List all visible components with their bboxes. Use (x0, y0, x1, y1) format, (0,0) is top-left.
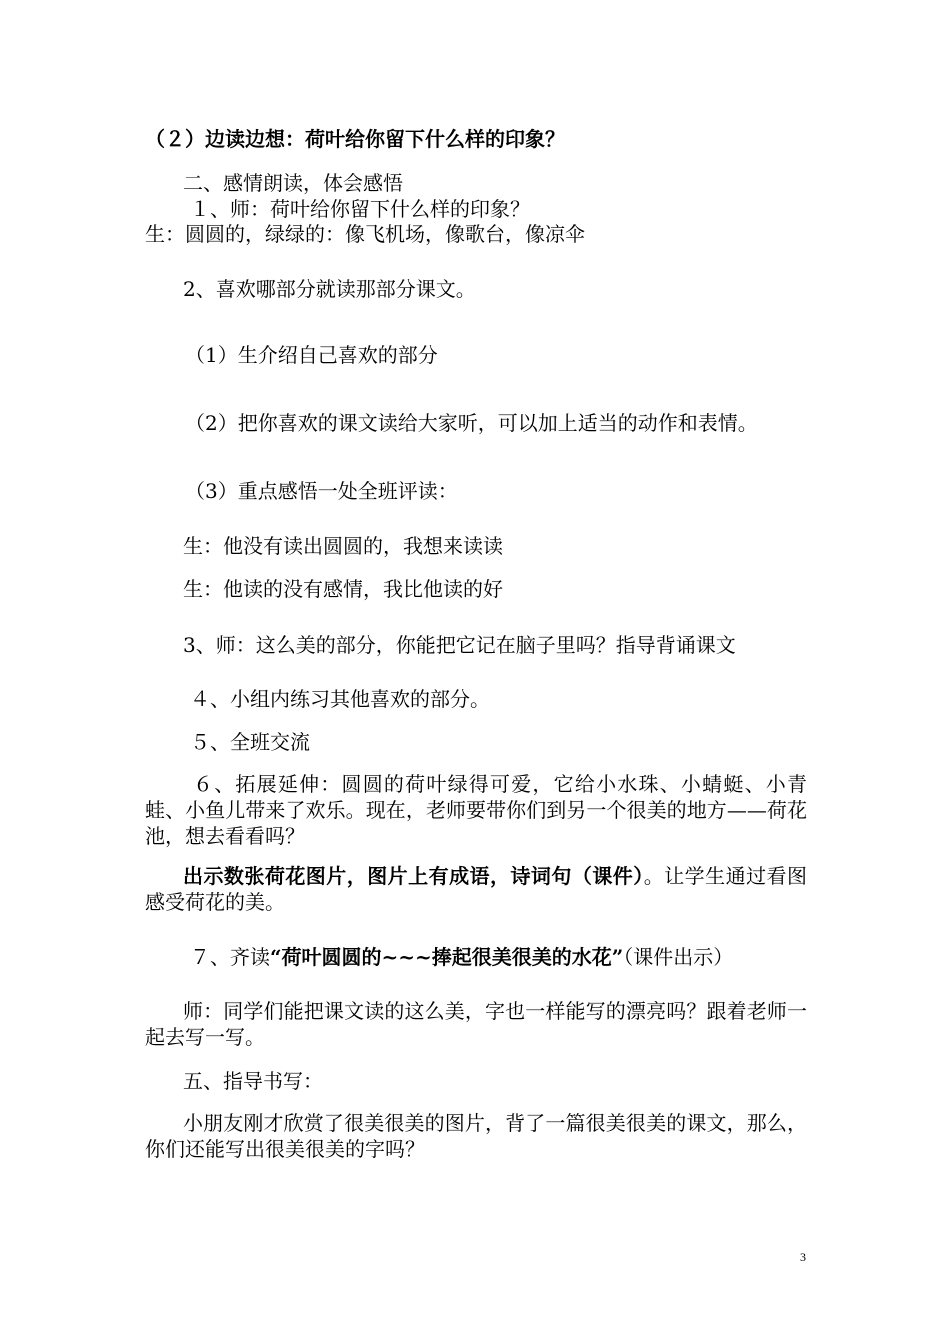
item-1-answer: 生：圆圆的，绿绿的：像飞机场，像歌台，像凉伞 (145, 222, 585, 246)
item-7-prefix: ７、齐读 (190, 945, 270, 969)
page-number: 3 (800, 1250, 806, 1264)
show-pictures-bold: 出示数张荷花图片，图片上有成语，诗词句（课件） (183, 864, 644, 888)
item-7-suffix: （课件出示） (623, 945, 734, 969)
show-pictures-rest: 。让学生通过看图感受荷花的美。 (145, 864, 808, 914)
section-2-title: 二、感情朗读，体会感悟 (183, 171, 403, 195)
item-6-paragraph: ６、拓展延伸：圆圆的荷叶绿得可爱，它给小水珠、小蜻蜓、小青蛙、小鱼儿带来了欢乐。现在，老师要带你们到另一个很美的地方——荷花池，想去看看吗？ (145, 772, 807, 848)
item-1: １、师：荷叶给你留下什么样的印象？ (190, 197, 530, 221)
item-2: 2、喜欢哪部分就读那部分课文。 (183, 277, 476, 301)
item-5: ５、全班交流 (190, 730, 310, 754)
sub-heading-2: （２）边读边想：荷叶给你留下什么样的印象？ (145, 127, 565, 151)
show-pictures-paragraph (145, 863, 807, 915)
item-2-sub-2: （2）把你喜欢的课文读给大家听，可以加上适当的动作和表情。 (185, 411, 758, 435)
student-line-1: 生：他没有读出圆圆的，我想来读读 (183, 534, 503, 558)
item-2-sub-3: （3）重点感悟一处全班评读： (185, 479, 458, 503)
closing-paragraph: 小朋友刚才欣赏了很美很美的图片，背了一篇很美很美的课文，那么，你们还能写出很美很美的字吗？ (145, 1111, 807, 1161)
item-2-sub-1: （1）生介绍自己喜欢的部分 (185, 343, 438, 367)
student-line-2: 生：他读的没有感情，我比他读的好 (183, 577, 503, 601)
section-5-title: 五、指导书写： (183, 1069, 323, 1093)
teacher-paragraph: 师：同学们能把课文读的这么美，字也一样能写的漂亮吗？跟着老师一起去写一写。 (145, 999, 807, 1049)
item-4: ４、小组内练习其他喜欢的部分。 (190, 687, 490, 711)
item-3: 3、师：这么美的部分，你能把它记在脑子里吗？指导背诵课文 (183, 633, 736, 657)
item-7 (190, 944, 733, 970)
item-7-quote: “荷叶圆圆的~~~捧起很美很美的水花” (270, 945, 624, 969)
